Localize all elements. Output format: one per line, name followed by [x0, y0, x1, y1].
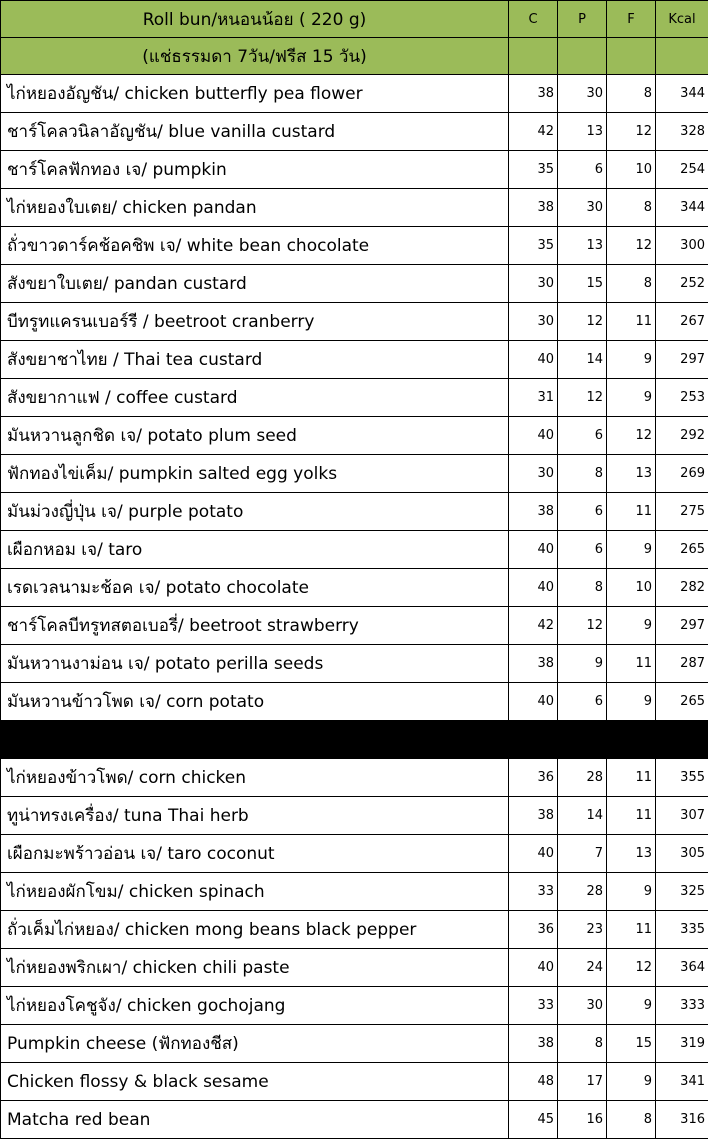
kcal-value: 344 [656, 189, 708, 227]
protein-value: 13 [558, 227, 607, 265]
item-name: Matcha red bean [1, 1101, 509, 1139]
fat-header: F [607, 1, 656, 38]
item-name: ทูน่าทรงเครื่อง/ tuna Thai herb [1, 797, 509, 835]
fat-value: 11 [607, 303, 656, 341]
header-row [1, 1, 708, 38]
fat-value: 9 [607, 379, 656, 417]
fat-value: 11 [607, 645, 656, 683]
carbs-value: 38 [509, 797, 558, 835]
fat-value: 12 [607, 949, 656, 987]
fat-value: 10 [607, 151, 656, 189]
protein-value: 6 [558, 151, 607, 189]
item-name: เผือกมะพร้าวอ่อน เจ/ taro coconut [1, 835, 509, 873]
item-name: เรดเวลนามะช้อค เจ/ potato chocolate [1, 569, 509, 607]
table-row [1, 797, 708, 835]
fat-value: 9 [607, 873, 656, 911]
carbs-value: 31 [509, 379, 558, 417]
table-row [1, 75, 708, 113]
carbs-value: 38 [509, 189, 558, 227]
fat-value: 8 [607, 1101, 656, 1139]
item-name: สังขยาใบเตย/ pandan custard [1, 265, 509, 303]
item-name: Pumpkin cheese (ฟักทองชีส) [1, 1025, 509, 1063]
fat-value: 8 [607, 189, 656, 227]
kcal-value: 254 [656, 151, 708, 189]
kcal-value: 328 [656, 113, 708, 151]
carbs-value: 40 [509, 949, 558, 987]
kcal-value: 253 [656, 379, 708, 417]
table-row [1, 531, 708, 569]
fat-value: 8 [607, 265, 656, 303]
protein-header: P [558, 1, 607, 38]
protein-value: 28 [558, 873, 607, 911]
carbs-value: 30 [509, 455, 558, 493]
table-row [1, 949, 708, 987]
table-row [1, 569, 708, 607]
fat-value: 12 [607, 417, 656, 455]
carbs-value: 35 [509, 227, 558, 265]
table-row [1, 1063, 708, 1101]
protein-value: 16 [558, 1101, 607, 1139]
kcal-value: 325 [656, 873, 708, 911]
carbs-value: 40 [509, 531, 558, 569]
fat-value: 15 [607, 1025, 656, 1063]
table-row [1, 987, 708, 1025]
storage-blank-cell [558, 38, 607, 75]
carbs-value: 38 [509, 75, 558, 113]
protein-value: 13 [558, 113, 607, 151]
carbs-value: 38 [509, 1025, 558, 1063]
kcal-value: 319 [656, 1025, 708, 1063]
carbs-value: 40 [509, 341, 558, 379]
nutrition-table-body [1, 1, 708, 1139]
fat-value: 13 [607, 835, 656, 873]
table-row [1, 683, 708, 721]
kcal-value: 305 [656, 835, 708, 873]
protein-value: 9 [558, 645, 607, 683]
kcal-value: 341 [656, 1063, 708, 1101]
kcal-value: 333 [656, 987, 708, 1025]
fat-value: 9 [607, 607, 656, 645]
carbs-value: 36 [509, 911, 558, 949]
carbs-value: 40 [509, 569, 558, 607]
fat-value: 8 [607, 75, 656, 113]
section-divider-row [1, 721, 708, 759]
item-name: ไก่หยองใบเตย/ chicken pandan [1, 189, 509, 227]
protein-value: 28 [558, 759, 607, 797]
kcal-value: 297 [656, 607, 708, 645]
fat-value: 12 [607, 113, 656, 151]
protein-value: 30 [558, 75, 607, 113]
kcal-value: 300 [656, 227, 708, 265]
fat-value: 11 [607, 911, 656, 949]
table-row [1, 1025, 708, 1063]
fat-value: 10 [607, 569, 656, 607]
protein-value: 17 [558, 1063, 607, 1101]
kcal-value: 344 [656, 75, 708, 113]
table-row [1, 227, 708, 265]
table-row [1, 303, 708, 341]
carbs-value: 35 [509, 151, 558, 189]
fat-value: 9 [607, 1063, 656, 1101]
protein-value: 30 [558, 189, 607, 227]
protein-value: 14 [558, 797, 607, 835]
protein-value: 12 [558, 607, 607, 645]
kcal-value: 275 [656, 493, 708, 531]
item-name: เผือกหอม เจ/ taro [1, 531, 509, 569]
fat-value: 13 [607, 455, 656, 493]
table-row [1, 113, 708, 151]
table-row [1, 607, 708, 645]
item-name: บีทรูทแครนเบอร์รี / beetroot cranberry [1, 303, 509, 341]
item-name: ไก่หยองพริกเผา/ chicken chili paste [1, 949, 509, 987]
kcal-value: 307 [656, 797, 708, 835]
table-row [1, 835, 708, 873]
table-row [1, 1101, 708, 1139]
protein-value: 6 [558, 493, 607, 531]
item-name: ไก่หยองข้าวโพด/ corn chicken [1, 759, 509, 797]
protein-value: 14 [558, 341, 607, 379]
kcal-value: 282 [656, 569, 708, 607]
kcal-value: 267 [656, 303, 708, 341]
kcal-value: 252 [656, 265, 708, 303]
fat-value: 9 [607, 987, 656, 1025]
item-name: สังขยากาแฟ / coffee custard [1, 379, 509, 417]
carbs-value: 33 [509, 873, 558, 911]
kcal-value: 335 [656, 911, 708, 949]
fat-value: 11 [607, 797, 656, 835]
carbs-value: 42 [509, 607, 558, 645]
carbs-value: 38 [509, 645, 558, 683]
kcal-value: 292 [656, 417, 708, 455]
protein-value: 6 [558, 531, 607, 569]
item-name: ถั่วเค็มไก่หยอง/ chicken mong beans black pepper [1, 911, 509, 949]
fat-value: 11 [607, 493, 656, 531]
fat-value: 12 [607, 227, 656, 265]
carbs-value: 40 [509, 417, 558, 455]
item-name: มันม่วงญี่ปุ่น เจ/ purple potato [1, 493, 509, 531]
item-name: ชาร์โคลฟักทอง เจ/ pumpkin [1, 151, 509, 189]
kcal-value: 265 [656, 683, 708, 721]
table-row [1, 417, 708, 455]
kcal-header: Kcal [656, 1, 708, 38]
item-name: ชาร์โคลวนิลาอัญชัน/ blue vanilla custard [1, 113, 509, 151]
kcal-value: 364 [656, 949, 708, 987]
protein-value: 24 [558, 949, 607, 987]
carbs-header: C [509, 1, 558, 38]
fat-value: 9 [607, 531, 656, 569]
item-name: ฟักทองไข่เค็ม/ pumpkin salted egg yolks [1, 455, 509, 493]
protein-value: 7 [558, 835, 607, 873]
protein-value: 8 [558, 1025, 607, 1063]
table-row [1, 759, 708, 797]
carbs-value: 30 [509, 303, 558, 341]
carbs-value: 30 [509, 265, 558, 303]
table-row [1, 493, 708, 531]
item-name: มันหวานข้าวโพด เจ/ corn potato [1, 683, 509, 721]
item-name: มันหวานลูกชิด เจ/ potato plum seed [1, 417, 509, 455]
storage-blank-cell [607, 38, 656, 75]
table-row [1, 911, 708, 949]
protein-value: 30 [558, 987, 607, 1025]
item-name: ชาร์โคลบีทรูทสตอเบอรี่/ beetroot strawberry [1, 607, 509, 645]
carbs-value: 42 [509, 113, 558, 151]
protein-value: 8 [558, 569, 607, 607]
protein-value: 12 [558, 379, 607, 417]
item-name: มันหวานงาม่อน เจ/ potato perilla seeds [1, 645, 509, 683]
fat-value: 11 [607, 759, 656, 797]
protein-value: 15 [558, 265, 607, 303]
kcal-value: 355 [656, 759, 708, 797]
protein-value: 12 [558, 303, 607, 341]
protein-value: 6 [558, 417, 607, 455]
item-name: สังขยาชาไทย / Thai tea custard [1, 341, 509, 379]
table-row [1, 265, 708, 303]
item-name: ไก่หยองอัญชัน/ chicken butterfly pea flower [1, 75, 509, 113]
kcal-value: 287 [656, 645, 708, 683]
item-name: Chicken flossy & black sesame [1, 1063, 509, 1101]
fat-value: 9 [607, 341, 656, 379]
carbs-value: 45 [509, 1101, 558, 1139]
carbs-value: 36 [509, 759, 558, 797]
section-divider [1, 721, 708, 759]
table-row [1, 645, 708, 683]
carbs-value: 40 [509, 835, 558, 873]
fat-value: 9 [607, 683, 656, 721]
carbs-value: 48 [509, 1063, 558, 1101]
storage-blank-cell [656, 38, 708, 75]
table-row [1, 189, 708, 227]
carbs-value: 38 [509, 493, 558, 531]
product-title: Roll bun/หนอนน้อย ( 220 g) [1, 1, 509, 38]
table-row [1, 379, 708, 417]
storage-row [1, 38, 708, 75]
kcal-value: 316 [656, 1101, 708, 1139]
table-row [1, 341, 708, 379]
item-name: ไก่หยองโคชูจัง/ chicken gochojang [1, 987, 509, 1025]
protein-value: 6 [558, 683, 607, 721]
kcal-value: 297 [656, 341, 708, 379]
table-row [1, 455, 708, 493]
item-name: ไก่หยองผักโขม/ chicken spinach [1, 873, 509, 911]
table-row [1, 873, 708, 911]
item-name: ถั่วขาวดาร์คช้อคชิพ เจ/ white bean chocolate [1, 227, 509, 265]
kcal-value: 265 [656, 531, 708, 569]
table-row [1, 151, 708, 189]
protein-value: 8 [558, 455, 607, 493]
carbs-value: 40 [509, 683, 558, 721]
storage-blank-cell [509, 38, 558, 75]
kcal-value: 269 [656, 455, 708, 493]
storage-note: (แช่ธรรมดา 7วัน/ฟรีส 15 วัน) [1, 38, 509, 75]
carbs-value: 33 [509, 987, 558, 1025]
protein-value: 23 [558, 911, 607, 949]
